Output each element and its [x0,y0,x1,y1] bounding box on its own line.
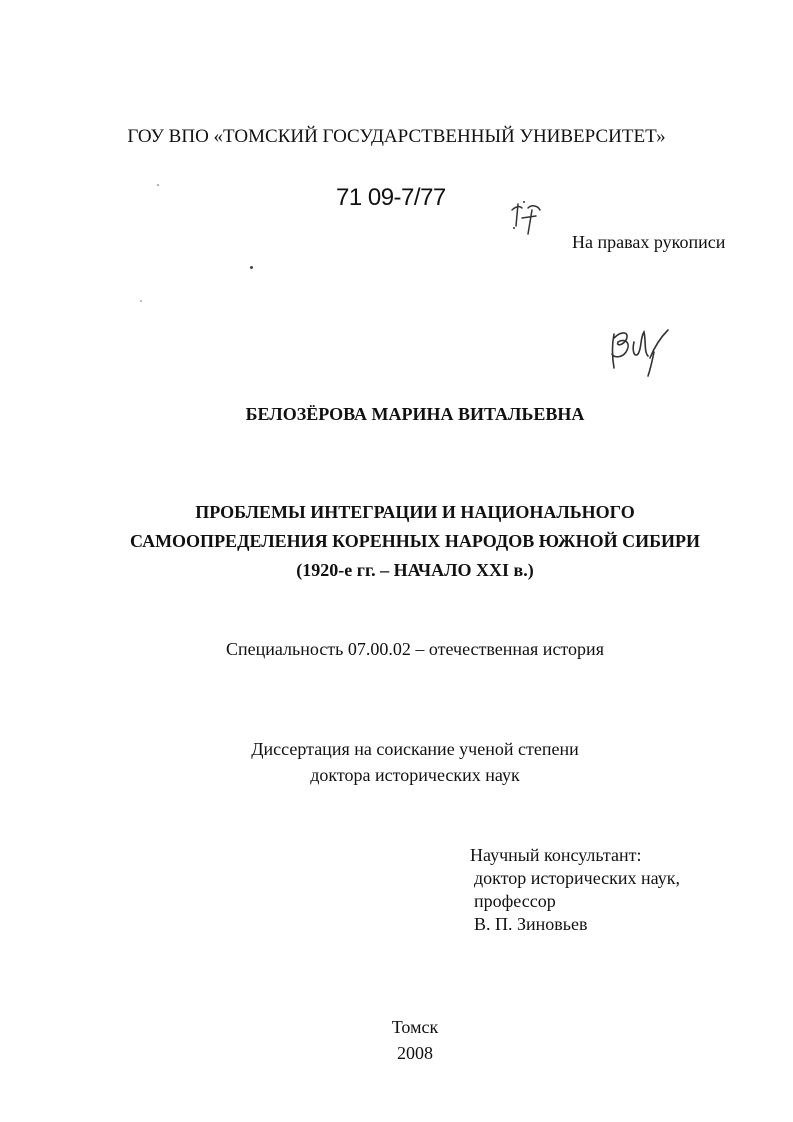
consultant-degree: доктор исторических наук, [474,868,680,888]
scan-speck [140,300,142,302]
consultant-rank: профессор [474,891,556,911]
specialty: Специальность 07.00.02 – отечественная история [226,639,604,659]
degree-line-2: доктора исторических наук [310,765,520,785]
year: 2008 [397,1043,433,1063]
author-name: БЕЛОЗЁРОВА МАРИНА ВИТАЛЬЕВНА [245,404,585,424]
degree-line-1: Диссертация на соискание ученой степени [251,739,579,759]
place-and-year [0,1014,793,1066]
scan-speck [157,184,159,186]
dissertation-title [0,498,793,585]
author-signature [604,318,676,380]
consultant-heading: Научный консультант: [470,845,642,865]
scan-speck [250,266,253,269]
scientific-consultant [470,844,680,936]
handwritten-mark [506,196,546,240]
consultant-name: В. П. Зиновьев [474,914,588,934]
title-line-2: САМООПРЕДЕЛЕНИЯ КОРЕННЫХ НАРОДОВ ЮЖНОЙ СИБИРИ [129,531,701,551]
title-line-3: (1920-е гг. – НАЧАЛО XXI в.) [296,560,534,580]
manuscript-rights: На правах рукописи [572,232,726,252]
degree-statement [0,736,793,788]
university-name: ГОУ ВПО «ТОМСКИЙ ГОСУДАРСТВЕННЫЙ УНИВЕРСИТЕТ» [127,126,666,147]
catalog-number: 71 09-7/77 [336,184,446,211]
city: Томск [391,1017,439,1037]
title-line-1: ПРОБЛЕМЫ ИНТЕГРАЦИИ И НАЦИОНАЛЬНОГО [195,502,635,522]
